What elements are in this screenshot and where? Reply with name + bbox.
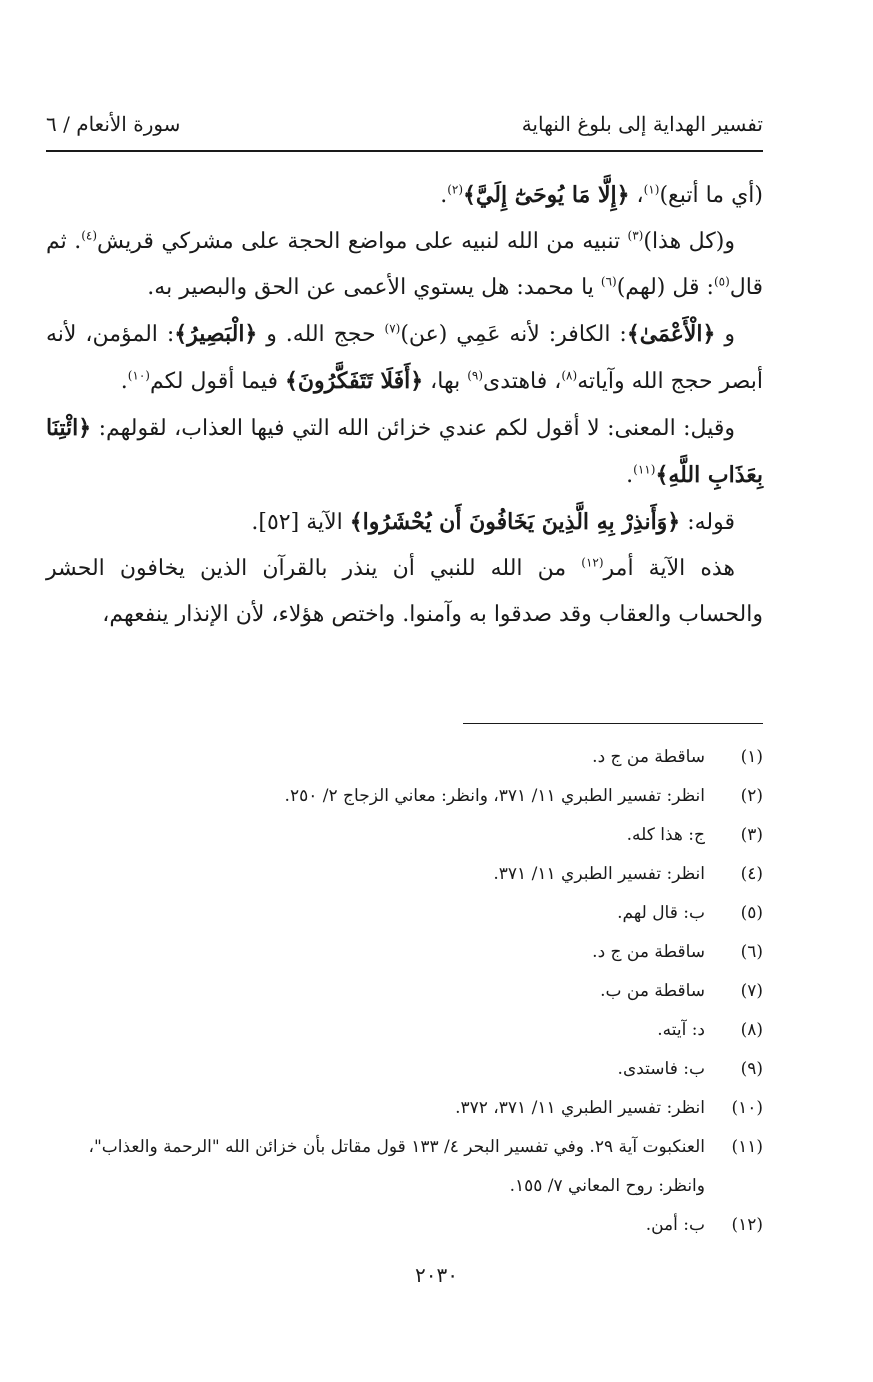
text-run: هذه الآية أمر	[603, 556, 735, 581]
text-run: الآية [٥٢].	[251, 510, 350, 535]
text-run: . ثم قال	[46, 229, 763, 300]
paragraph-6	[46, 546, 763, 638]
footnote	[46, 738, 763, 777]
text-run: : المؤمن، لأنه أبصر حجج الله وآياته	[46, 322, 763, 394]
footnote-ref: (١٢)	[581, 555, 604, 570]
paragraph-1	[46, 172, 763, 219]
footnote	[46, 933, 763, 972]
footnote-text: انظر: تفسير الطبري ١١/ ٣٧١.	[493, 864, 705, 884]
footnote-text: ساقطة من ج د.	[592, 747, 705, 767]
footnote-ref: (١٠)	[127, 368, 150, 383]
footnote-text: انظر: تفسير الطبري ١١/ ٣٧١، وانظر: معاني الزجاج ٢/ ٢٥٠.	[284, 786, 705, 806]
footnote-text: ساقطة من ج د.	[592, 942, 705, 962]
footnote-number: (٢)	[740, 786, 763, 806]
footnote-text: ب: قال لهم.	[617, 903, 705, 923]
footnote-text: ب: أمن.	[645, 1215, 705, 1235]
text-run: بها،	[423, 369, 468, 394]
footnote-text: ب: فاستدى.	[617, 1059, 705, 1079]
footnote-text: ج: هذا كله.	[626, 825, 705, 845]
main-text	[46, 172, 763, 638]
text-run: : قل (لهم)	[616, 275, 714, 300]
text-run: حجج الله. و	[257, 322, 385, 347]
footnote-ref: (١)	[643, 182, 660, 197]
text-run: و	[715, 322, 735, 347]
footnote-number: (١)	[740, 747, 763, 767]
footnote-ref: (٩)	[467, 368, 484, 383]
quran-verse: ﴿الْبَصِيرُ﴾	[174, 321, 258, 347]
footnote-rule	[463, 723, 763, 724]
footnote-number: (٣)	[740, 825, 763, 845]
footnote-ref: (٨)	[561, 368, 578, 383]
surah-label: سورة الأنعام / ٦	[46, 112, 181, 136]
footnote-text: العنكبوت آية ٢٩. وفي تفسير البحر ٤/ ١٣٣ قول مقاتل بأن خزائن الله "الرحمة والعذاب"، وانظر: روح المعاني ٧/ ١٥٥.	[88, 1137, 705, 1196]
text-run: ، فاهتدى	[483, 369, 562, 394]
footnote	[46, 1050, 763, 1089]
footnote-text: د: آيته.	[657, 1020, 705, 1040]
footnote-number: (١١)	[731, 1137, 763, 1157]
text-run: .	[440, 183, 448, 208]
paragraph-2	[46, 219, 763, 311]
footnote	[46, 777, 763, 816]
text-run: .	[626, 463, 634, 488]
footnote	[46, 972, 763, 1011]
footnote	[46, 816, 763, 855]
text-run: يا محمد: هل يستوي الأعمى عن الحق والبصير به.	[147, 275, 601, 300]
footnote-ref: (٥)	[713, 274, 730, 289]
text-run: (أي ما أتبع)	[659, 183, 763, 208]
paragraph-4	[46, 405, 763, 499]
footnote	[46, 894, 763, 933]
footnote-number: (١٠)	[731, 1098, 763, 1118]
page-number: ٢٠٣٠	[415, 1263, 458, 1287]
paragraph-3	[46, 311, 763, 405]
footnote-number: (١٢)	[731, 1215, 763, 1235]
quran-verse: ﴿الْأَعْمَىٰ﴾	[626, 321, 716, 347]
footnotes	[46, 738, 763, 1245]
running-header	[46, 112, 763, 136]
footnote-text: انظر: تفسير الطبري ١١/ ٣٧١، ٣٧٢.	[455, 1098, 705, 1118]
footnote-ref: (٤)	[81, 228, 98, 243]
footnote-number: (٩)	[740, 1059, 763, 1079]
text-run: وقيل: المعنى: لا أقول لكم عندي خزائن الله التي فيها العذاب، لقولهم:	[91, 416, 735, 441]
quran-verse: ﴿إِلَّا مَا يُوحَىٰٓ إِلَيَّ﴾	[463, 182, 630, 208]
footnote-number: (٤)	[740, 864, 763, 884]
quran-verse: ﴿أَفَلَا تَتَفَكَّرُونَ﴾	[284, 368, 424, 394]
footnote-number: (٨)	[740, 1020, 763, 1040]
text-run: ،	[629, 183, 644, 208]
footnote-text: ساقطة من ب.	[600, 981, 705, 1001]
footnote-ref: (٦)	[600, 274, 617, 289]
quran-verse: ﴿وَأَنذِرْ بِهِ الَّذِينَ يَخَافُونَ أَن يُحْشَرُوا﴾	[349, 509, 681, 535]
footnote	[46, 855, 763, 894]
footnote-ref: (١١)	[633, 462, 656, 477]
footnote-number: (٧)	[740, 981, 763, 1001]
footnote	[46, 1089, 763, 1128]
footnote	[46, 1206, 763, 1245]
text-run: : الكافر: لأنه عَمِي (عن)	[400, 322, 627, 347]
footnote	[46, 1128, 763, 1206]
footnote-number: (٦)	[740, 942, 763, 962]
footnote-number: (٥)	[740, 903, 763, 923]
footnote	[46, 1011, 763, 1050]
text-run: من الله للنبي أن ينذر بالقرآن الذين يخافون الحشر والحساب والعقاب وقد صدقوا به وآمنوا. واختص هؤلاء، لأن الإنذار ينفعهم،	[46, 556, 763, 627]
text-run: فيما أقول لكم	[149, 369, 285, 394]
footnote-ref: (٢)	[447, 182, 464, 197]
text-run: قوله:	[680, 510, 735, 535]
text-run: و(كل هذا)	[643, 229, 735, 254]
footnote-ref: (٧)	[384, 321, 401, 336]
text-run: .	[120, 369, 128, 394]
header-rule	[46, 150, 763, 152]
book-title: تفسير الهداية إلى بلوغ النهاية	[521, 112, 763, 136]
quran-verse: ﴿ائْتِنَا بِعَذَابِ اللَّهِ﴾	[46, 415, 763, 488]
text-run: تنبيه من الله لنبيه على مواضع الحجة على مشركي قريش	[97, 229, 628, 254]
paragraph-5	[46, 499, 763, 546]
footnote-ref: (٣)	[627, 228, 644, 243]
